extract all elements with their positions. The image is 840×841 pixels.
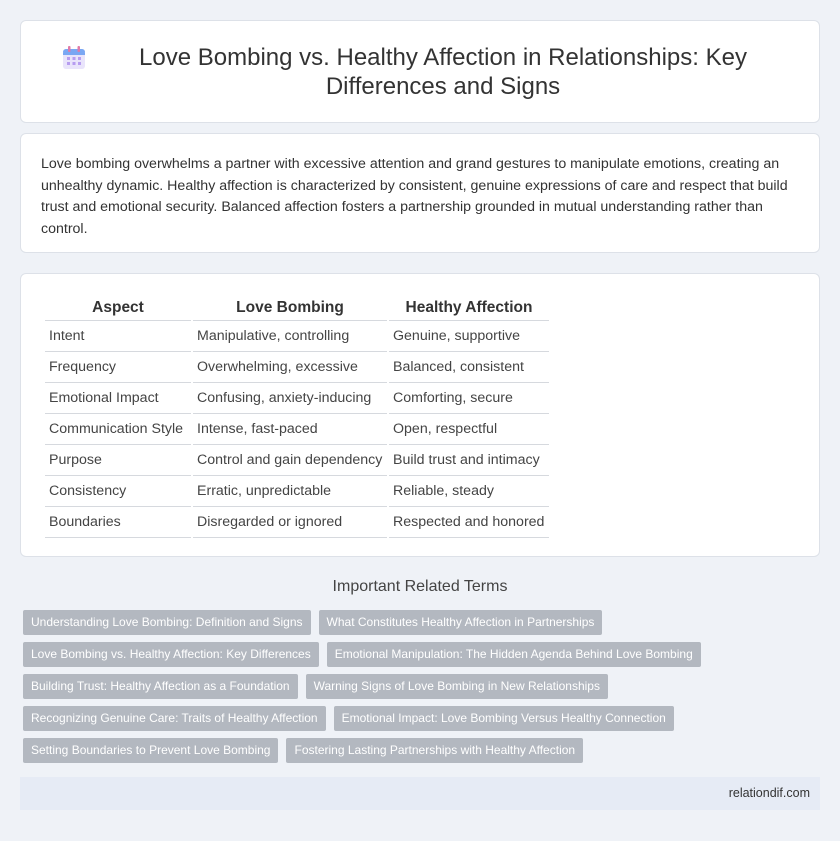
tag-row [23, 674, 823, 699]
column-header: Aspect [45, 296, 191, 321]
header-card [20, 20, 820, 123]
table-cell: Control and gain dependency [193, 445, 387, 476]
table-row [45, 507, 549, 538]
table-row [45, 414, 549, 445]
related-term-link[interactable]: Setting Boundaries to Prevent Love Bombing [23, 738, 278, 763]
related-term-link[interactable]: Fostering Lasting Partnerships with Healthy Affection [286, 738, 583, 763]
column-header: Love Bombing [193, 296, 387, 321]
table-cell: Boundaries [45, 507, 191, 538]
calendar-icon [61, 45, 87, 71]
table-cell: Respected and honored [389, 507, 549, 538]
table-row [45, 445, 549, 476]
table-cell: Build trust and intimacy [389, 445, 549, 476]
tag-row [23, 610, 823, 635]
table-cell: Intense, fast-paced [193, 414, 387, 445]
table-cell: Emotional Impact [45, 383, 191, 414]
comparison-table-card [20, 273, 820, 557]
tag-row [23, 738, 823, 763]
related-terms-title: Important Related Terms [332, 578, 508, 595]
tag-row [23, 706, 823, 731]
table-cell: Frequency [45, 352, 191, 383]
table-row [45, 476, 549, 507]
page-title: Love Bombing vs. Healthy Affection in Relationships: Key Differences and Signs [139, 43, 747, 100]
related-term-link[interactable]: What Constitutes Healthy Affection in Partnerships [319, 610, 603, 635]
table-cell: Consistency [45, 476, 191, 507]
table-row [45, 352, 549, 383]
table-cell: Erratic, unpredictable [193, 476, 387, 507]
table-header-row [45, 296, 549, 321]
intro-card [20, 133, 820, 253]
table-cell: Open, respectful [389, 414, 549, 445]
table-cell: Balanced, consistent [389, 352, 549, 383]
related-terms-list [23, 610, 823, 770]
intro-text: Love bombing overwhelms a partner with excessive attention and grand gestures to manipulate emotions, creating an unhealthy dynamic. Healthy affection is characterized by consistent, genuine expressions of care and respect that build trust and emotional security. Balanced affection fosters a partnership grounded in mutual understanding rather than control. [41, 156, 788, 237]
table-row [45, 383, 549, 414]
table-cell: Disregarded or ignored [193, 507, 387, 538]
related-term-link[interactable]: Emotional Impact: Love Bombing Versus Healthy Connection [334, 706, 674, 731]
table-cell: Reliable, steady [389, 476, 549, 507]
table-row [45, 321, 549, 352]
table-cell: Comforting, secure [389, 383, 549, 414]
table-cell: Purpose [45, 445, 191, 476]
related-term-link[interactable]: Warning Signs of Love Bombing in New Relationships [306, 674, 608, 699]
table-cell: Overwhelming, excessive [193, 352, 387, 383]
table-cell: Confusing, anxiety-inducing [193, 383, 387, 414]
title-wrap [61, 43, 779, 101]
site-name[interactable]: relationdif.com [728, 786, 810, 800]
table-cell: Communication Style [45, 414, 191, 445]
tag-row [23, 642, 823, 667]
related-term-link[interactable]: Understanding Love Bombing: Definition and Signs [23, 610, 311, 635]
related-term-link[interactable]: Building Trust: Healthy Affection as a Foundation [23, 674, 298, 699]
related-term-link[interactable]: Love Bombing vs. Healthy Affection: Key Differences [23, 642, 319, 667]
table-cell: Manipulative, controlling [193, 321, 387, 352]
table-cell: Genuine, supportive [389, 321, 549, 352]
related-term-link[interactable]: Emotional Manipulation: The Hidden Agenda Behind Love Bombing [327, 642, 701, 667]
comparison-table [43, 296, 551, 538]
footer [20, 777, 820, 810]
related-term-link[interactable]: Recognizing Genuine Care: Traits of Healthy Affection [23, 706, 326, 731]
table-cell: Intent [45, 321, 191, 352]
column-header: Healthy Affection [389, 296, 549, 321]
